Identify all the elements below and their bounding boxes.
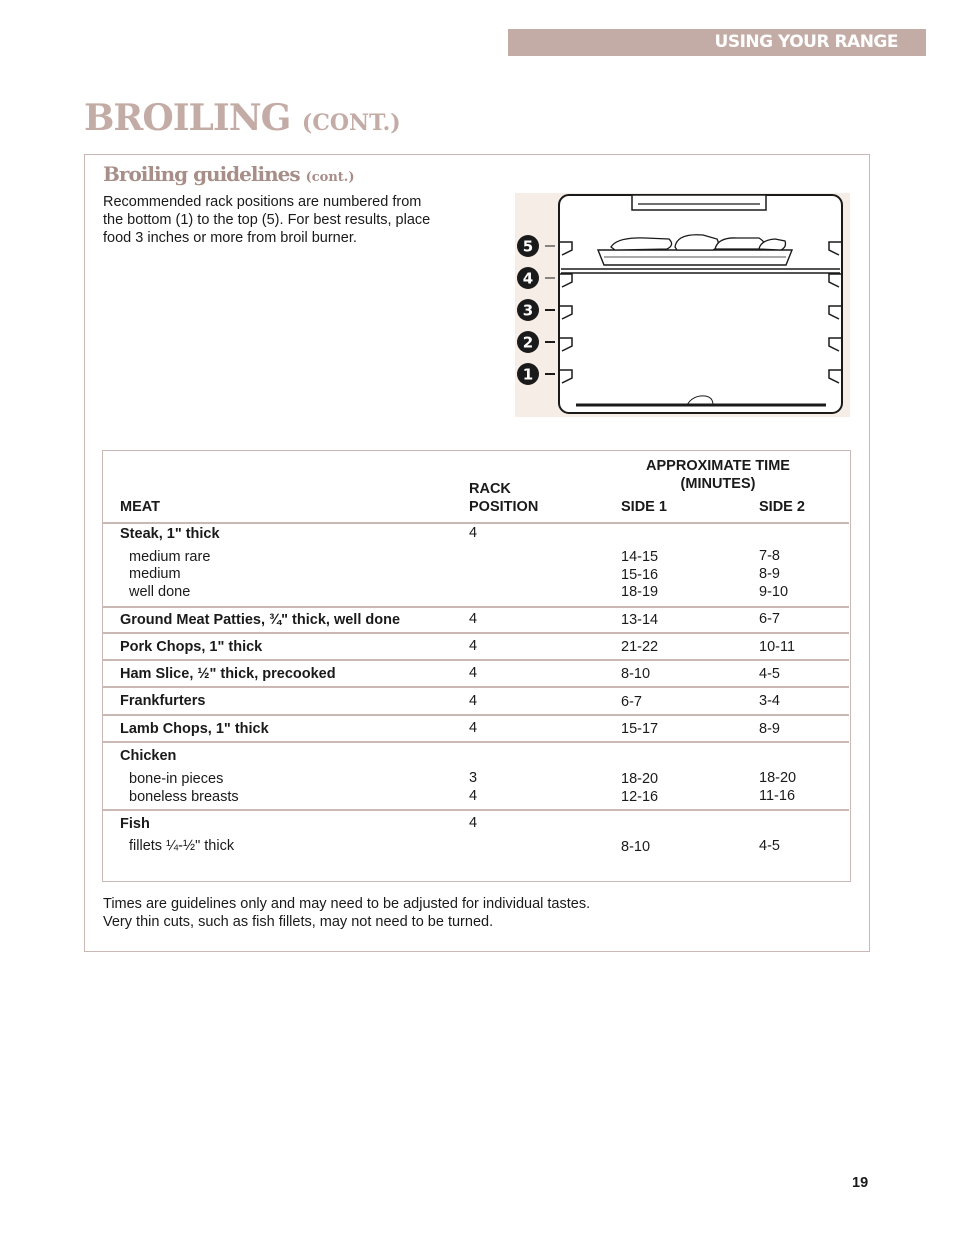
meat-name: Frankfurters [120, 693, 206, 709]
svg-text:2: 2 [522, 333, 534, 352]
row-divider [103, 741, 849, 743]
meat-name: Ham Slice, ½" thick, precooked [120, 666, 336, 682]
side2-time: 9-10 [759, 584, 789, 600]
col-head-side2: SIDE 2 [759, 499, 805, 515]
col-head-meat: MEAT [120, 499, 161, 515]
section-title [103, 162, 354, 186]
meat-name: Steak, 1" thick [120, 526, 220, 542]
side2-time: 10-11 [759, 639, 796, 655]
meat-name: Ground Meat Patties, ¾" thick, well done [120, 612, 401, 628]
meat-name: Pork Chops, 1" thick [120, 639, 263, 655]
rack-position: 4 [469, 525, 478, 541]
cut-label: fillets ¼-½" thick [129, 838, 235, 854]
footnote-line: Times are guidelines only and may need to be adjusted for individual tastes. [103, 896, 591, 912]
side1-time: 21-22 [621, 639, 659, 655]
intro-line: Recommended rack positions are numbered from [103, 194, 422, 210]
section-title-cont: (cont.) [305, 170, 355, 185]
side1-time: 6-7 [621, 694, 642, 710]
oven-rack-diagram [515, 193, 850, 417]
row-divider [103, 809, 849, 811]
doneness-label: medium rare [129, 549, 211, 565]
doneness-label: well done [129, 584, 191, 600]
side1-time: 13-14 [621, 612, 659, 628]
side1-time: 12-16 [621, 789, 659, 805]
footnote [103, 895, 590, 931]
side1-time: 15-16 [621, 567, 659, 583]
rack-position: 4 [469, 720, 478, 736]
row-divider [103, 632, 849, 634]
page-title-main: BROILING [84, 97, 291, 139]
broiling-table [102, 450, 851, 882]
page-title-cont: (CONT.) [301, 110, 401, 136]
section-header-bar: USING YOUR RANGE [508, 29, 926, 56]
side1-time: 8-10 [621, 666, 651, 682]
meat-name: Chicken [120, 748, 177, 764]
broil-element-housing [632, 195, 766, 210]
col-head-approx-time: APPROXIMATE TIME (MINUTES) [646, 458, 790, 492]
intro-line: food 3 inches or more from broil burner. [103, 230, 357, 246]
side2-time: 6-7 [759, 611, 780, 627]
side2-time: 8-9 [759, 721, 780, 737]
rack-position: 4 [469, 788, 478, 804]
side2-time: 4-5 [759, 666, 780, 682]
footnote-line: Very thin cuts, such as fish fillets, may not need to be turned. [103, 914, 494, 930]
side1-time: 15-17 [621, 721, 659, 737]
rack-position: 4 [469, 665, 478, 681]
col-head-rack: RACK POSITION [469, 481, 539, 515]
rack-position: 4 [469, 638, 478, 654]
svg-text:3: 3 [522, 301, 534, 320]
col-head-side1: SIDE 1 [621, 499, 667, 515]
side2-time: 3-4 [759, 693, 780, 709]
oven-cavity [559, 195, 842, 413]
side2-time: 11-16 [759, 788, 796, 804]
row-divider [103, 659, 849, 661]
side2-time: 7-8 [759, 548, 780, 564]
side1-time: 8-10 [621, 839, 651, 855]
side1-time: 18-19 [621, 584, 659, 600]
intro-line: the bottom (1) to the top (5). For best results, place [103, 212, 431, 228]
side1-time: 18-20 [621, 771, 659, 787]
svg-text:1: 1 [522, 365, 534, 384]
row-divider [103, 714, 849, 716]
svg-text:4: 4 [522, 269, 534, 288]
page-number: 19 [852, 1175, 869, 1191]
intro-text [103, 193, 475, 247]
meat-name: Fish [120, 816, 150, 832]
cut-label: boneless breasts [129, 789, 239, 805]
side2-time: 4-5 [759, 838, 780, 854]
row-divider [103, 686, 849, 688]
side1-time: 14-15 [621, 549, 659, 565]
rack-position: 4 [469, 693, 478, 709]
rack-position: 4 [469, 611, 478, 627]
row-divider [103, 606, 849, 608]
section-title-main: Broiling guidelines [103, 162, 300, 186]
svg-text:5: 5 [522, 237, 534, 256]
side2-time: 18-20 [759, 770, 797, 786]
rack-position: 4 [469, 815, 478, 831]
meat-name: Lamb Chops, 1" thick [120, 721, 269, 737]
cut-label: bone-in pieces [129, 771, 224, 787]
doneness-label: medium [129, 566, 181, 582]
side2-time: 8-9 [759, 566, 780, 582]
rack-position: 3 [469, 770, 478, 786]
page-title [84, 97, 401, 139]
